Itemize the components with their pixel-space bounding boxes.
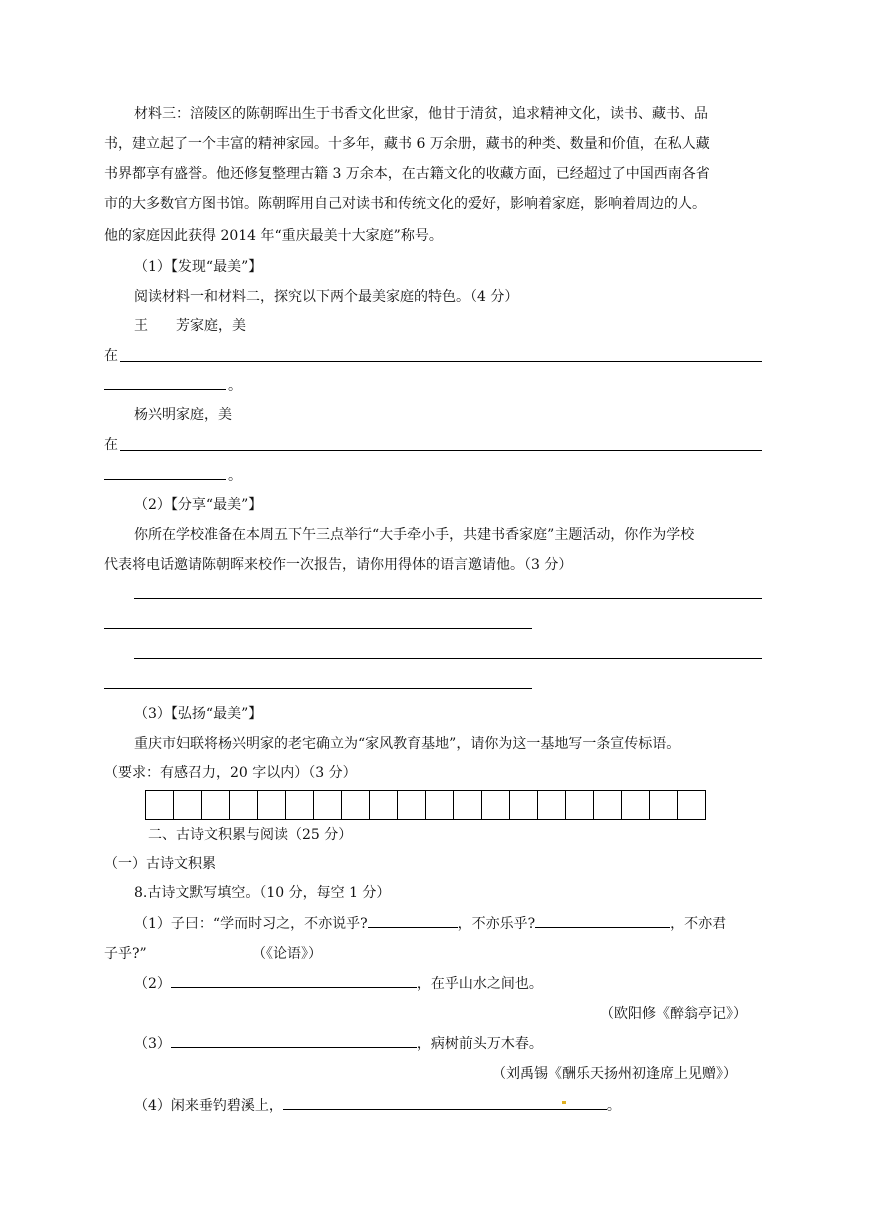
material3-line2: 书，建立起了一个丰富的精神家园。十多年，藏书 6 万余册，藏书的种类、数量和价值，在私人藏 bbox=[104, 136, 710, 152]
family1-label: 王 芳家庭，美 bbox=[134, 318, 246, 334]
slogan-grid-cell[interactable] bbox=[146, 790, 174, 820]
item1-text-b: ，不亦乐乎? bbox=[457, 916, 536, 932]
family2-period: 。 bbox=[228, 468, 242, 484]
item4-text-a: （4）闲来垂钓碧溪上， bbox=[134, 1098, 283, 1114]
item1-line bbox=[134, 913, 726, 933]
q2-answer-line4[interactable] bbox=[104, 688, 532, 689]
family2-answer-line2[interactable] bbox=[104, 479, 226, 480]
material3-line5: 他的家庭因此获得 2014 年“重庆最美十大家庭”称号。 bbox=[104, 228, 443, 244]
item2-source: （欧阳修《醉翁亭记》） bbox=[600, 1006, 747, 1022]
slogan-grid-cell[interactable] bbox=[202, 790, 230, 820]
slogan-grid-cell[interactable] bbox=[678, 790, 706, 820]
item3-text-b: ，病树前头万木春。 bbox=[416, 1036, 543, 1052]
q2-answer-line3[interactable] bbox=[134, 658, 762, 659]
item4-blank[interactable] bbox=[283, 1095, 607, 1110]
item3-source: （刘禹锡《酬乐天扬州初逢席上见赠》） bbox=[492, 1066, 737, 1082]
slogan-grid-cell[interactable] bbox=[342, 790, 370, 820]
material3-line4: 市的大多数官方图书馆。陈朝晖用自己对读书和传统文化的爱好，影响着家庭，影响着周边的人。 bbox=[104, 196, 706, 212]
section2-title: 二、古诗文积累与阅读（25 分） bbox=[148, 827, 353, 843]
section2-sub1: （一）古诗文积累 bbox=[104, 856, 216, 872]
item1-blank2[interactable] bbox=[535, 913, 670, 928]
q2-answer-line1[interactable] bbox=[134, 598, 762, 599]
material3-line1: 材料三：涪陵区的陈朝晖出生于书香文化世家，他甘于清贫，追求精神文化，读书、藏书、品 bbox=[134, 106, 708, 122]
item1-text-c: ，不亦君 bbox=[670, 916, 727, 932]
q8-title: 8.古诗文默写填空。（10 分，每空 1 分） bbox=[134, 885, 391, 901]
slogan-grid-cell[interactable] bbox=[650, 790, 678, 820]
slogan-grid-cell[interactable] bbox=[510, 790, 538, 820]
family2-label: 杨兴明家庭，美 bbox=[134, 407, 232, 423]
q3-line1: 重庆市妇联将杨兴明家的老宅确立为“家风教育基地”，请你为这一基地写一条宣传标语。 bbox=[134, 736, 681, 752]
item3-text-a: （3） bbox=[134, 1036, 171, 1052]
q2-line2: 代表将电话邀请陈朝晖来校作一次报告，请你用得体的语言邀请他。（3 分） bbox=[104, 557, 573, 573]
family2-answer-line1[interactable] bbox=[120, 450, 762, 451]
item2-line bbox=[134, 973, 543, 993]
slogan-grid-cell[interactable] bbox=[622, 790, 650, 820]
slogan-grid[interactable] bbox=[145, 790, 706, 820]
item1-text-a: （1）子曰：“学而时习之，不亦说乎? bbox=[134, 916, 368, 932]
slogan-grid-cell[interactable] bbox=[594, 790, 622, 820]
slogan-grid-cell[interactable] bbox=[370, 790, 398, 820]
family1-answer-line2[interactable] bbox=[104, 389, 226, 390]
item1-line2 bbox=[104, 943, 147, 963]
slogan-grid-cell[interactable] bbox=[426, 790, 454, 820]
item3-line bbox=[134, 1033, 543, 1053]
item1-text-d: 子乎?” bbox=[104, 946, 147, 962]
item4-line bbox=[134, 1095, 621, 1115]
q2-title: （2）【分享“最美”】 bbox=[134, 497, 263, 513]
slogan-grid-cell[interactable] bbox=[314, 790, 342, 820]
q3-title: （3）【弘扬“最美”】 bbox=[134, 706, 263, 722]
slogan-grid-cell[interactable] bbox=[230, 790, 258, 820]
item4-text-b: 。 bbox=[606, 1098, 621, 1114]
family2-zai: 在 bbox=[104, 437, 118, 453]
slogan-grid-cell[interactable] bbox=[454, 790, 482, 820]
material3-line3: 书界都享有盛誉。他还修复整理古籍 3 万余本，在古籍文化的收藏方面，已经超过了中国西南各省 bbox=[104, 166, 710, 182]
slogan-grid-cell[interactable] bbox=[258, 790, 286, 820]
slogan-grid-cell[interactable] bbox=[286, 790, 314, 820]
yellow-mark bbox=[562, 1101, 566, 1104]
item2-blank[interactable] bbox=[171, 973, 417, 988]
slogan-grid-cell[interactable] bbox=[398, 790, 426, 820]
q1-title: （1）【发现“最美”】 bbox=[134, 259, 263, 275]
slogan-grid-cell[interactable] bbox=[174, 790, 202, 820]
item1-source: （《论语》） bbox=[252, 946, 322, 962]
item2-text-a: （2） bbox=[134, 976, 171, 992]
q2-answer-line2[interactable] bbox=[104, 628, 532, 629]
family1-zai: 在 bbox=[104, 348, 118, 364]
item1-blank1[interactable] bbox=[368, 913, 458, 928]
slogan-grid-cell[interactable] bbox=[566, 790, 594, 820]
q3-line2: （要求：有感召力，20 字以内）（3 分） bbox=[104, 765, 357, 781]
item2-text-b: ，在乎山水之间也。 bbox=[416, 976, 543, 992]
slogan-grid-cell[interactable] bbox=[538, 790, 566, 820]
q2-line1: 你所在学校准备在本周五下午三点举行“大手牵小手，共建书香家庭”主题活动，你作为学校 bbox=[134, 527, 695, 543]
slogan-grid-cell[interactable] bbox=[482, 790, 510, 820]
q1-prompt: 阅读材料一和材料二，探究以下两个最美家庭的特色。（4 分） bbox=[134, 289, 519, 305]
family1-period: 。 bbox=[228, 378, 242, 394]
item3-blank[interactable] bbox=[171, 1033, 417, 1048]
family1-answer-line1[interactable] bbox=[120, 361, 762, 362]
